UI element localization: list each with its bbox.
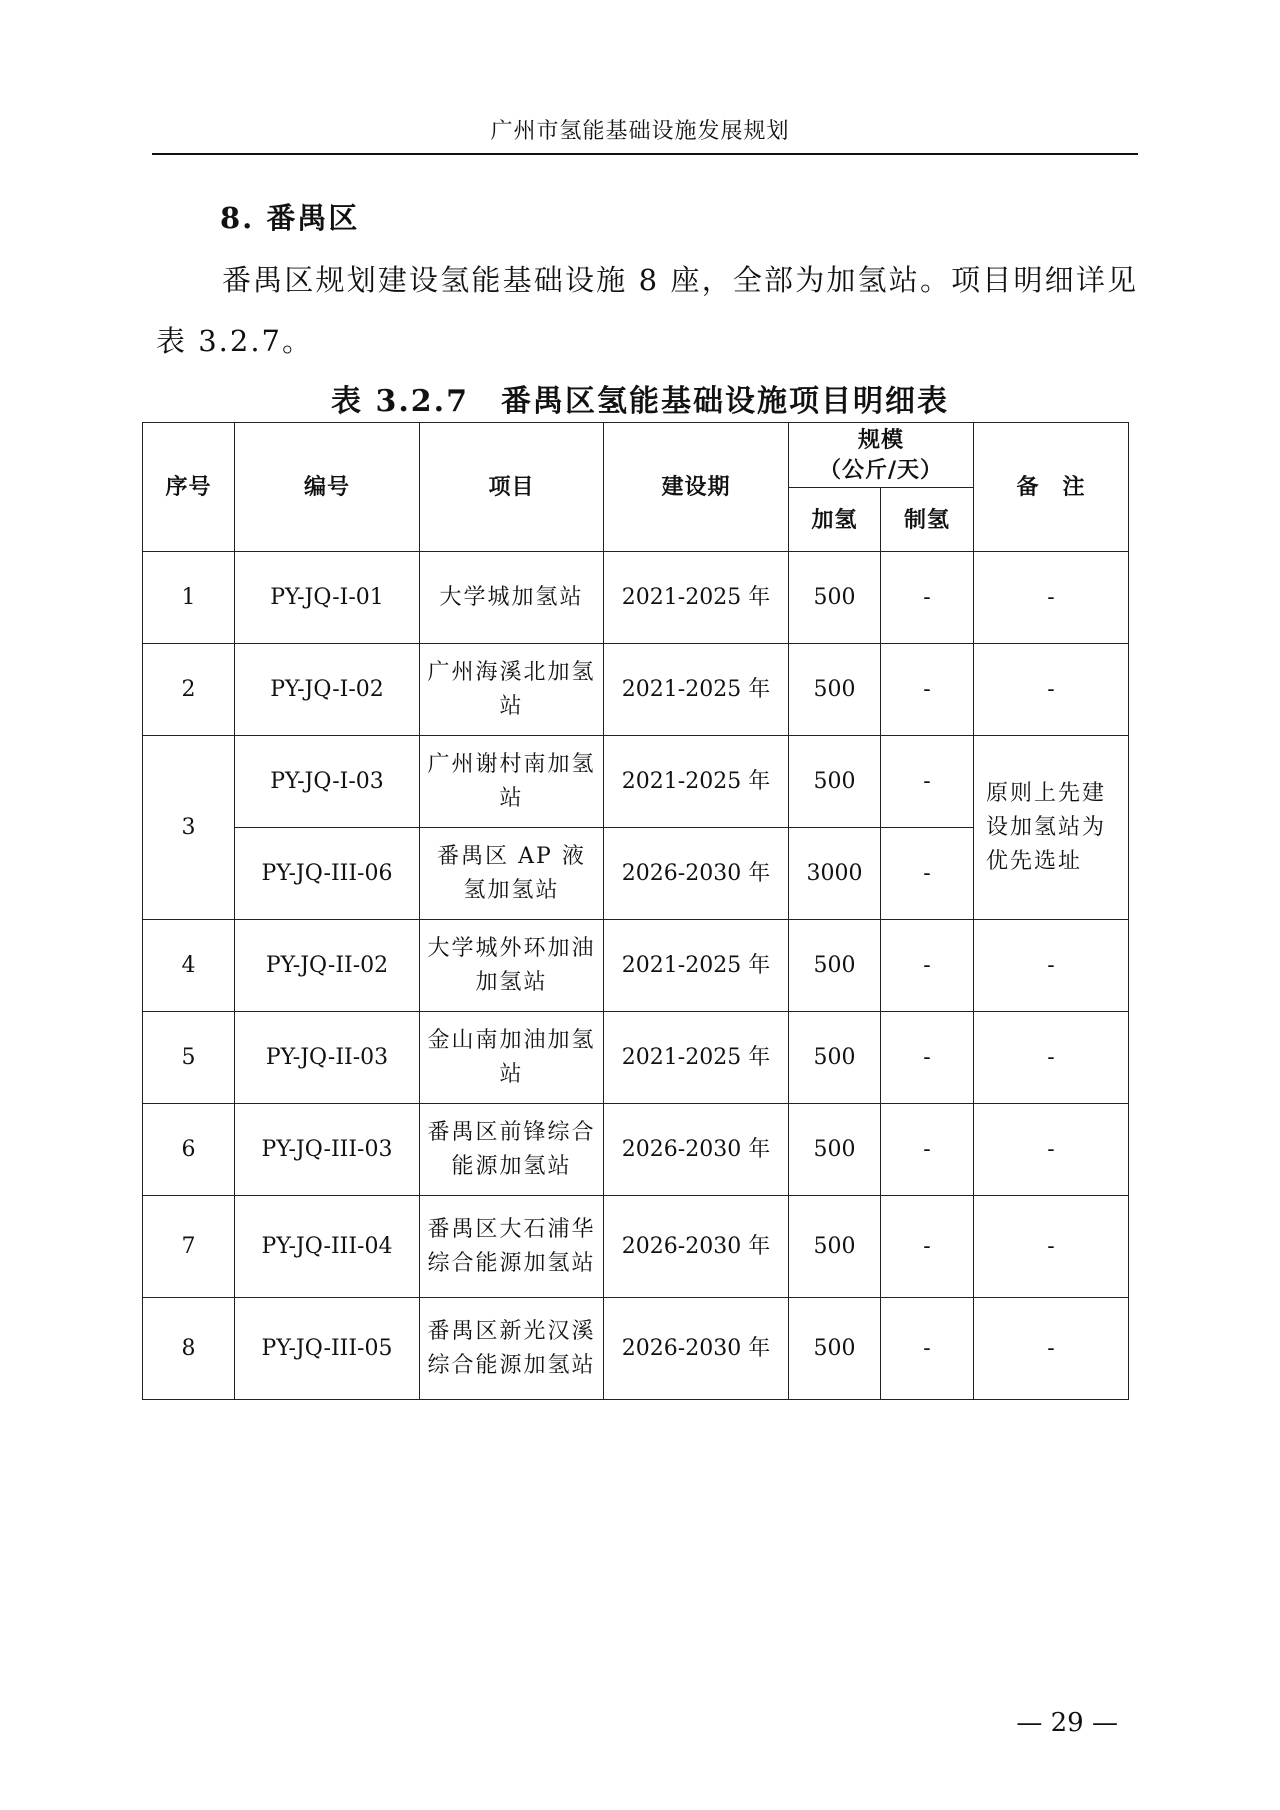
cell-produce: -: [881, 1298, 974, 1400]
cell-project: 番禺区大石浦华综合能源加氢站: [420, 1196, 604, 1298]
cell-code: PY-JQ-III-06: [235, 828, 420, 920]
cell-period: 2021-2025 年: [604, 920, 789, 1012]
cell-remark: -: [974, 1104, 1129, 1196]
cell-supply: 500: [789, 736, 881, 828]
header-remark: 备 注: [974, 423, 1129, 552]
cell-code: PY-JQ-III-03: [235, 1104, 420, 1196]
cell-period: 2026-2030 年: [604, 828, 789, 920]
cell-project: 广州海溪北加氢站: [420, 644, 604, 736]
cell-produce: -: [881, 552, 974, 644]
header-project: 项目: [420, 423, 604, 552]
cell-remark: -: [974, 552, 1129, 644]
cell-produce: -: [881, 1196, 974, 1298]
cell-index: 6: [143, 1104, 235, 1196]
cell-period: 2026-2030 年: [604, 1196, 789, 1298]
cell-period: 2026-2030 年: [604, 1104, 789, 1196]
cell-project: 大学城外环加油加氢站: [420, 920, 604, 1012]
cell-period: 2026-2030 年: [604, 1298, 789, 1400]
cell-code: PY-JQ-II-03: [235, 1012, 420, 1104]
header-scale-label: 规模: [858, 427, 905, 453]
cell-project: 番禺区前锋综合能源加氢站: [420, 1104, 604, 1196]
cell-remark: -: [974, 1012, 1129, 1104]
table-caption: 表 3.2.7 番禺区氢能基础设施项目明细表: [331, 384, 949, 419]
cell-produce: -: [881, 736, 974, 828]
table-row: [143, 920, 1129, 1012]
cell-remark: -: [974, 1196, 1129, 1298]
cell-produce: -: [881, 644, 974, 736]
cell-project: 番禺区新光汉溪综合能源加氢站: [420, 1298, 604, 1400]
cell-project: 广州谢村南加氢站: [420, 736, 604, 828]
cell-code: PY-JQ-I-02: [235, 644, 420, 736]
cell-index: 7: [143, 1196, 235, 1298]
cell-code: PY-JQ-III-05: [235, 1298, 420, 1400]
cell-code: PY-JQ-II-02: [235, 920, 420, 1012]
cell-index: 4: [143, 920, 235, 1012]
cell-index: 3: [143, 736, 235, 920]
cell-supply: 500: [789, 552, 881, 644]
header-code: 编号: [235, 423, 420, 552]
header-produce: 制氢: [881, 488, 974, 552]
cell-index: 5: [143, 1012, 235, 1104]
table-row: [143, 1196, 1129, 1298]
header-scale-unit: （公斤/天）: [818, 457, 944, 483]
page-number: — 29 —: [1016, 1708, 1118, 1738]
cell-remark: 原则上先建设加氢站为优先选址: [974, 736, 1129, 920]
cell-remark: -: [974, 920, 1129, 1012]
header-supply: 加氢: [789, 488, 881, 552]
cell-code: PY-JQ-I-03: [235, 736, 420, 828]
table-row: [143, 1104, 1129, 1196]
cell-period: 2021-2025 年: [604, 1012, 789, 1104]
cell-supply: 500: [789, 1196, 881, 1298]
cell-supply: 500: [789, 644, 881, 736]
header-divider: [152, 153, 1138, 155]
section-paragraph: 番禺区规划建设氢能基础设施 8 座，全部为加氢站。项目明细详见表 3.2.7。: [156, 263, 1138, 358]
running-header-title: 广州市氢能基础设施发展规划: [490, 119, 790, 144]
cell-supply: 500: [789, 920, 881, 1012]
section-heading: 8. 番禺区: [220, 201, 360, 235]
cell-produce: -: [881, 1104, 974, 1196]
header-index: 序号: [143, 423, 235, 552]
table-row: [143, 1298, 1129, 1400]
cell-supply: 500: [789, 1104, 881, 1196]
cell-period: 2021-2025 年: [604, 552, 789, 644]
table-row: [143, 644, 1129, 736]
cell-produce: -: [881, 828, 974, 920]
cell-supply: 500: [789, 1012, 881, 1104]
cell-project: 金山南加油加氢站: [420, 1012, 604, 1104]
cell-index: 2: [143, 644, 235, 736]
table-row: [143, 552, 1129, 644]
cell-index: 1: [143, 552, 235, 644]
cell-project: 大学城加氢站: [420, 552, 604, 644]
cell-produce: -: [881, 1012, 974, 1104]
header-period: 建设期: [604, 423, 789, 552]
cell-produce: -: [881, 920, 974, 1012]
cell-supply: 500: [789, 1298, 881, 1400]
header-scale: [789, 423, 974, 488]
table-row: [143, 1012, 1129, 1104]
table-row: [143, 736, 1129, 828]
cell-period: 2021-2025 年: [604, 736, 789, 828]
cell-project: 番禺区 AP 液氢加氢站: [420, 828, 604, 920]
cell-code: PY-JQ-I-01: [235, 552, 420, 644]
cell-code: PY-JQ-III-04: [235, 1196, 420, 1298]
project-detail-table: [142, 422, 1129, 1400]
cell-index: 8: [143, 1298, 235, 1400]
cell-remark: -: [974, 1298, 1129, 1400]
cell-remark: -: [974, 644, 1129, 736]
cell-period: 2021-2025 年: [604, 644, 789, 736]
cell-supply: 3000: [789, 828, 881, 920]
